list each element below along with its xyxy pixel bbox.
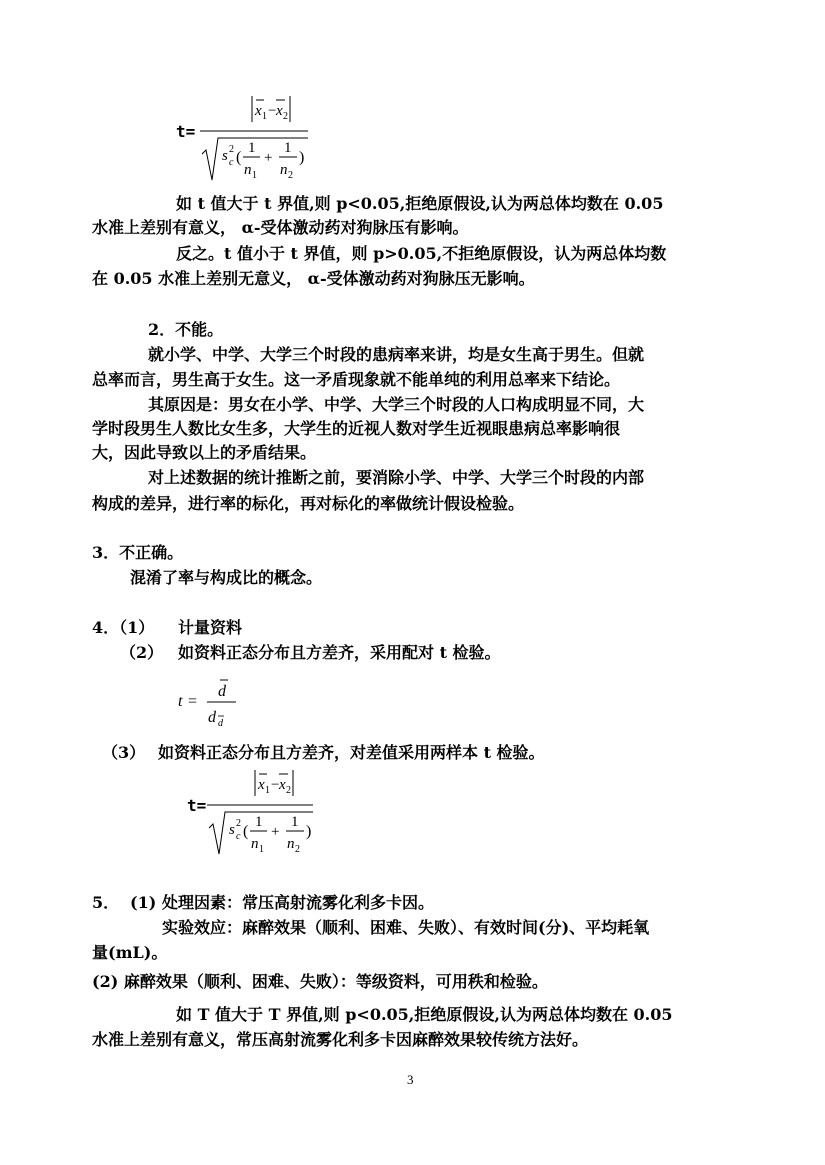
svg-text:2: 2 [236, 818, 241, 829]
svg-text:x: x [258, 777, 265, 793]
section4-item3-number: （3） [102, 743, 146, 762]
svg-text:): ) [299, 149, 305, 166]
svg-text:n: n [287, 836, 295, 852]
svg-text:=: = [188, 693, 198, 710]
svg-text:1: 1 [248, 140, 256, 156]
svg-text:−: − [271, 777, 280, 793]
svg-text:): ) [306, 823, 312, 840]
section1-para1-line1: 如 t 值大于 t 界值,则 p<0.05,拒绝原假设,认为两总体均数在 0.05 [176, 194, 664, 213]
svg-text:2: 2 [286, 785, 291, 796]
svg-text:t: t [178, 693, 183, 710]
section2-p2-line1: 其原因是：男女在小学、中学、大学三个时段的人口构成明显不同，大 [148, 395, 645, 414]
svg-text:d: d [218, 683, 226, 700]
section5-sub1: (1) [130, 893, 157, 912]
svg-text:+: + [264, 150, 273, 166]
svg-text:c: c [229, 157, 234, 168]
svg-text:n: n [251, 836, 259, 852]
formula-t-two-sample-1 [176, 92, 326, 187]
section2-p1-line1: 就小学、中学、大学三个时段的患病率来讲，均是女生高于男生。但就 [148, 345, 645, 364]
formula-lhs: t= [176, 122, 196, 141]
formula-lhs-2: t= [187, 796, 207, 815]
svg-text:x: x [279, 777, 286, 793]
svg-text:2: 2 [283, 111, 288, 122]
section4-item3-text: 如资料正态分布且方差齐，对差值采用两样本 t 检验。 [158, 743, 545, 762]
section5-number: 5． [92, 893, 120, 912]
svg-text:s: s [229, 822, 235, 838]
svg-text:n: n [280, 162, 288, 178]
svg-text:d: d [218, 718, 223, 729]
section5-para-line1: 如 T 值大于 T 界值,则 p<0.05,拒绝原假设,认为两总体均数在 0.05 [176, 1005, 673, 1024]
section4-item1-number: 4．（1） [92, 618, 155, 637]
svg-text:2: 2 [295, 844, 300, 855]
page-number: 3 [407, 1072, 414, 1087]
svg-text:(: ( [236, 149, 242, 166]
svg-text:1: 1 [252, 170, 257, 181]
svg-text:1: 1 [259, 844, 264, 855]
svg-text:1: 1 [262, 111, 267, 122]
section4-item2-number: （2） [120, 643, 164, 662]
svg-text:x: x [276, 103, 283, 119]
svg-text:2: 2 [229, 144, 234, 155]
section5-line2: 实验效应：麻醉效果（顺利、困难、失败）、有效时间(分)、平均耗氧 [162, 918, 650, 937]
section1-para1-line2: 水准上差别有意义， α-受体激动药对狗脉压有影响。 [92, 218, 469, 237]
section3-heading: 3．不正确。 [92, 543, 184, 562]
svg-text:n: n [244, 162, 252, 178]
formula-paired-t [178, 672, 258, 732]
svg-text:+: + [271, 824, 280, 840]
section2-p3-line1: 对上述数据的统计推断之前，要消除小学、中学、大学三个时段的内部 [148, 468, 645, 487]
svg-text:(: ( [243, 823, 249, 840]
svg-text:d: d [208, 709, 216, 726]
section5-line1-text: 处理因素：常压高射流雾化利多卡因。 [162, 893, 435, 912]
svg-text:1: 1 [284, 140, 292, 156]
section5-line3: 量(mL)。 [92, 943, 168, 962]
svg-text:c: c [236, 831, 241, 842]
formula-paired-fraction [178, 672, 258, 732]
formula-t-two-sample-2 [187, 766, 337, 861]
section3-body: 混淆了率与构成比的概念。 [130, 568, 323, 587]
svg-text:1: 1 [255, 814, 263, 830]
section2-p1-line2: 总率而言，男生高于女生。这一矛盾现象就不能单纯的利用总率来下结论。 [92, 370, 621, 389]
section1-para2-line2: 在 0.05 水准上差别无意义， α-受体激动药对狗脉压无影响。 [92, 269, 535, 288]
section5-line4: (2) 麻醉效果（顺利、困难、失败）：等级资料，可用秩和检验。 [92, 972, 548, 991]
svg-text:1: 1 [291, 814, 299, 830]
section1-para2-line1: 反之。t 值小于 t 界值，则 p>0.05,不拒绝原假设，认为两总体均数 [176, 244, 667, 263]
svg-text:s: s [222, 148, 228, 164]
section2-p2-line3: 大，因此导致以上的矛盾结果。 [92, 443, 317, 462]
section4-item2-text: 如资料正态分布且方差齐，采用配对 t 检验。 [178, 643, 501, 662]
svg-text:x: x [255, 103, 262, 119]
section4-item1-text: 计量资料 [178, 618, 243, 637]
svg-text:−: − [268, 103, 277, 119]
formula-fraction [200, 92, 340, 187]
section2-p2-line2: 学时段男生人数比女生多，大学生的近视人数对学生近视眼患病总率影响很 [92, 419, 621, 438]
section2-p3-line2: 构成的差异，进行率的标化，再对标化的率做统计假设检验。 [92, 494, 525, 513]
section5-para-line2: 水准上差别有意义，常压高射流雾化利多卡因麻醉效果较传统方法好。 [92, 1030, 589, 1049]
section2-heading: 2．不能。 [148, 320, 224, 339]
svg-text:1: 1 [265, 785, 270, 796]
formula-fraction-2 [207, 766, 347, 861]
svg-text:2: 2 [288, 170, 293, 181]
